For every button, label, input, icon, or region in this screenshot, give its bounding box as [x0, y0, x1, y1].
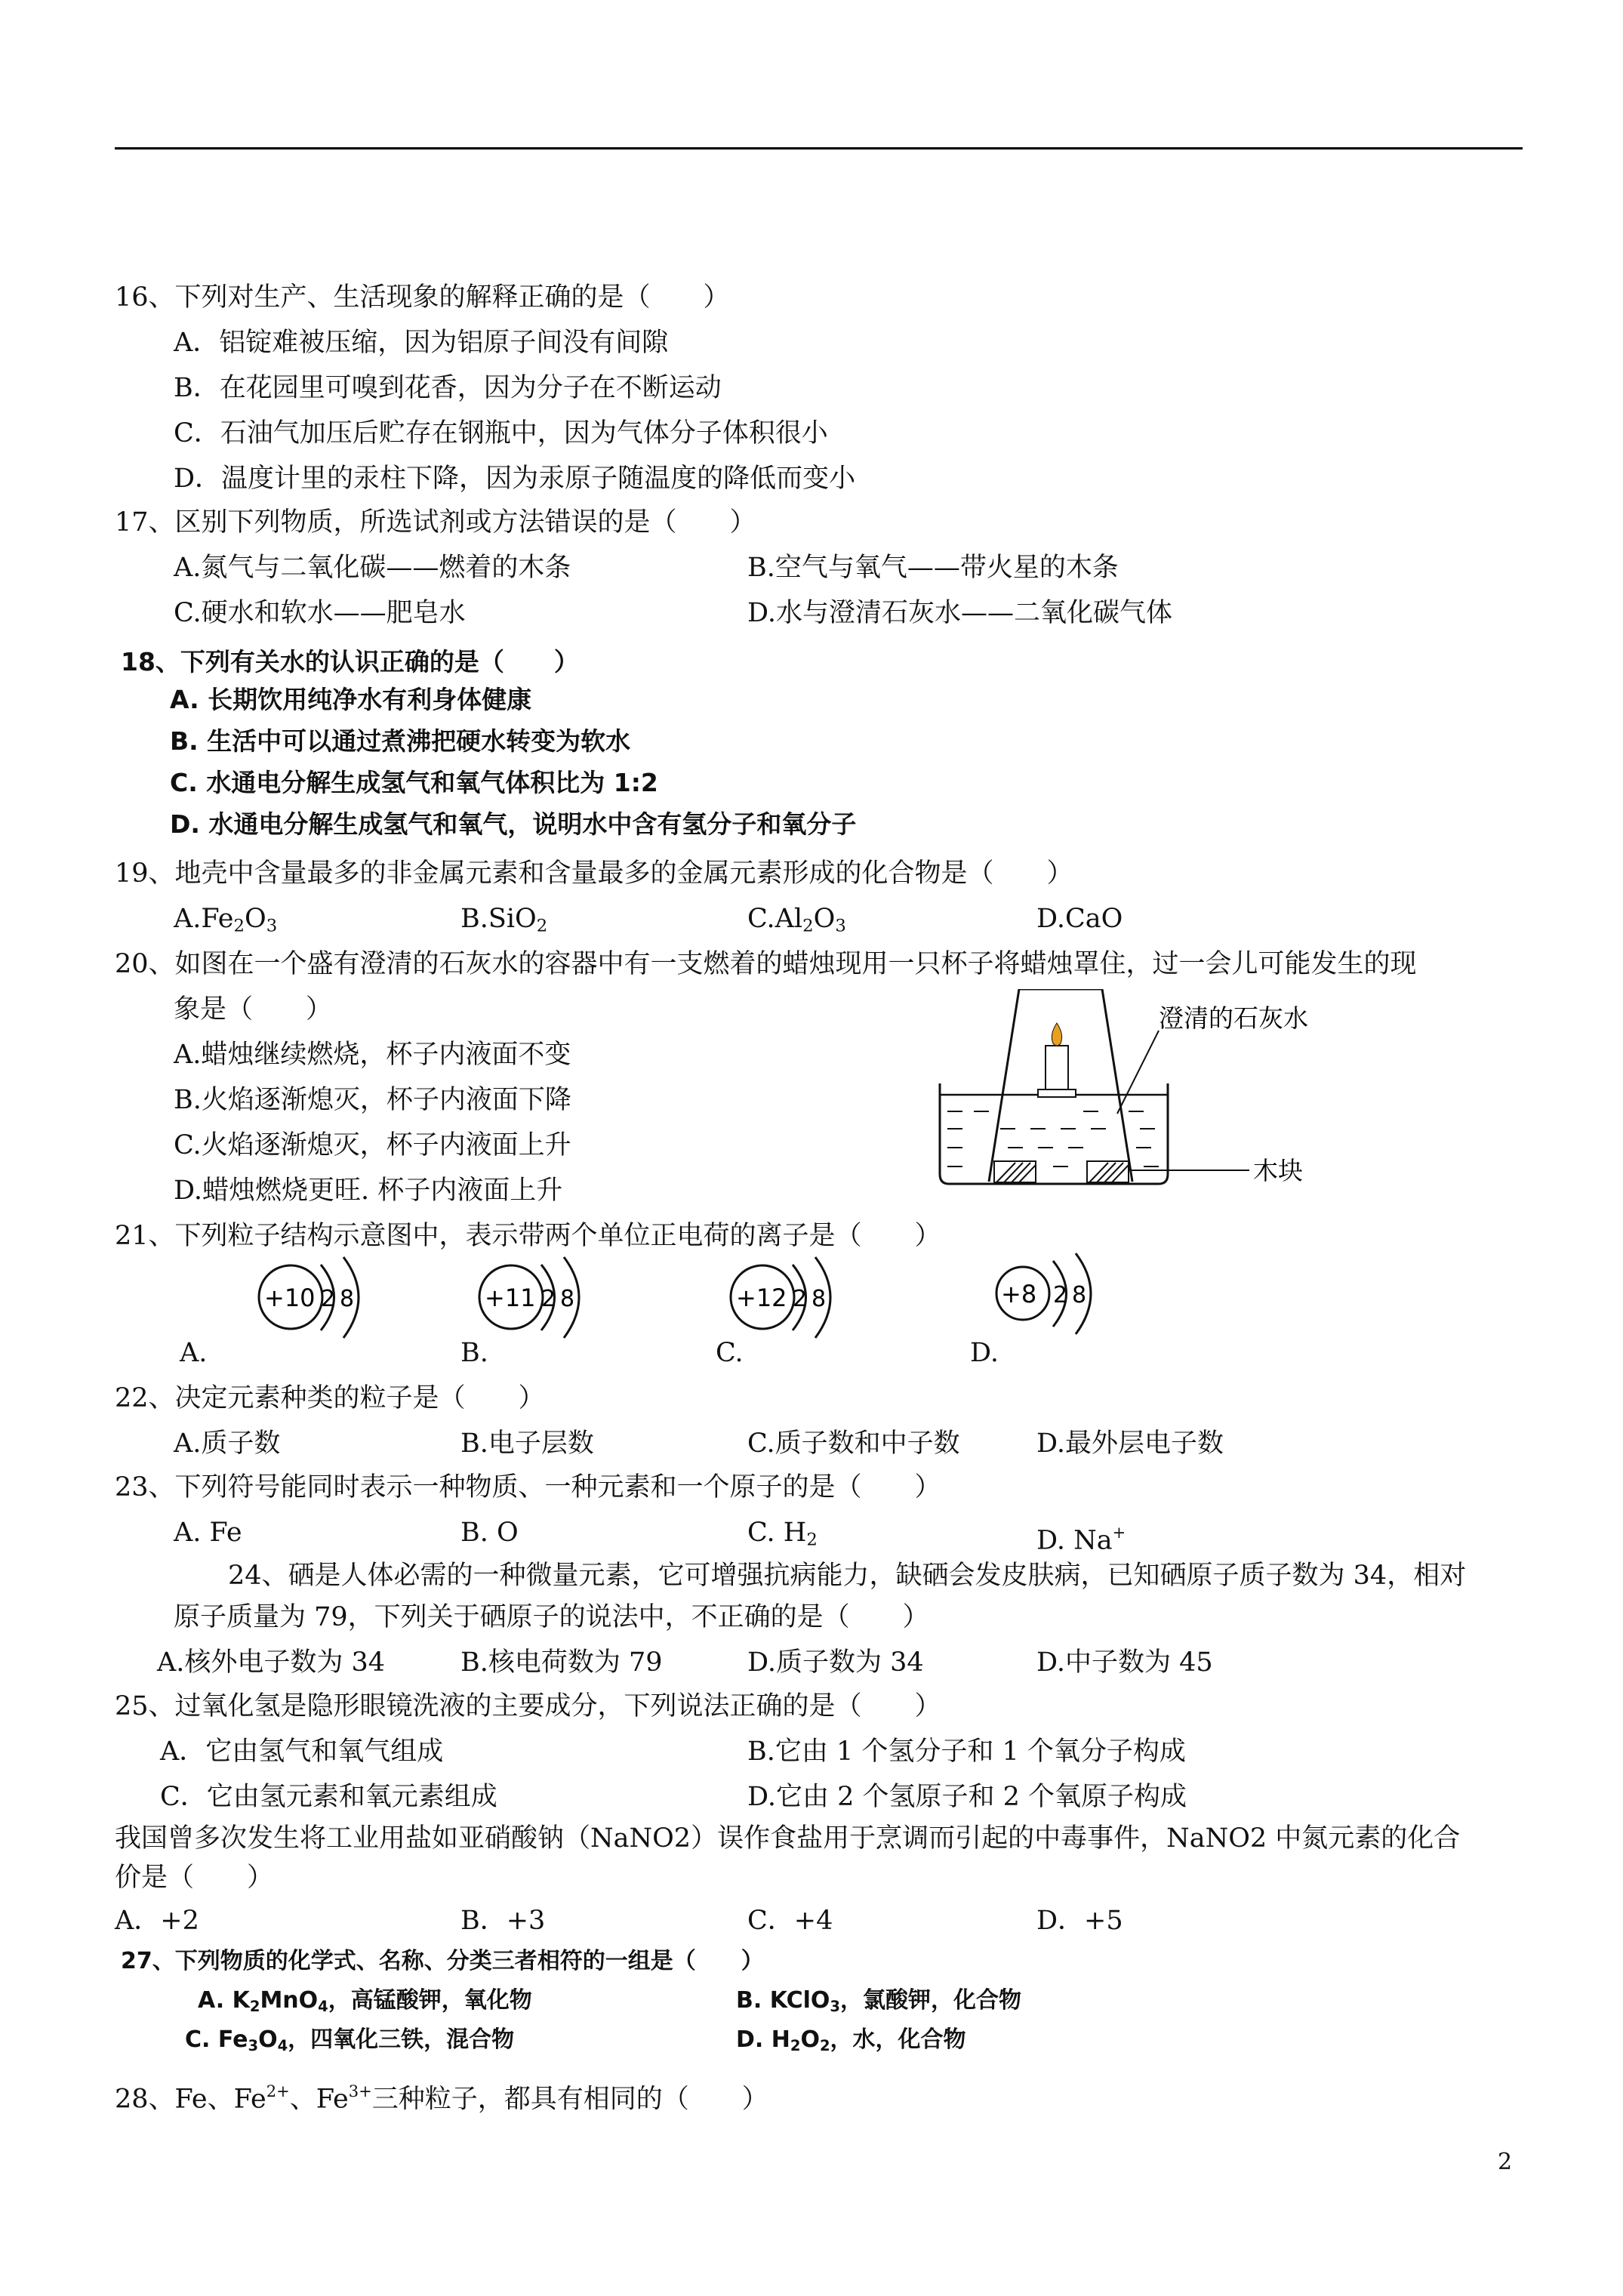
q26-option-c: C．+4 — [747, 1906, 833, 1936]
q26-option-d: D．+5 — [1036, 1906, 1123, 1936]
q22-option-c: C.质子数和中子数 — [747, 1428, 960, 1459]
q16-stem: 16、下列对生产、生活现象的解释正确的是（ ） — [115, 282, 730, 313]
q24-option-b: B.核电荷数为 79 — [460, 1647, 663, 1678]
q20-stem-line1: 20、如图在一个盛有澄清的石灰水的容器中有一支燃着的蜡烛现用一只杯子将蜡烛罩住，过一会儿可能发生的现 — [115, 949, 1417, 979]
q18-option-d: D. 水通电分解生成氢气和氧气，说明水中含有氢分子和氧分子 — [170, 809, 857, 839]
q17-option-a: A.氮气与二氧化碳——燃着的木条 — [174, 553, 571, 583]
q16-option-c: C．石油气加压后贮存在钢瓶中，因为气体分子体积很小 — [174, 418, 828, 448]
svg-text:8: 8 — [560, 1286, 575, 1312]
q26-stem-line2: 价是（ ） — [115, 1863, 274, 1893]
q16-option-d: D．温度计里的汞柱下降，因为汞原子随温度的降低而变小 — [174, 464, 856, 494]
q22-stem: 22、决定元素种类的粒子是（ ） — [115, 1383, 545, 1413]
q25-option-b: B.它由 1 个氢分子和 1 个氧分子构成 — [747, 1737, 1186, 1767]
atom-diagram-a — [249, 1253, 370, 1344]
q18-stem: 18、下列有关水的认识正确的是（ ） — [121, 647, 579, 676]
q24-option-d: D.中子数为 45 — [1036, 1647, 1213, 1678]
q22-option-d: D.最外层电子数 — [1036, 1428, 1224, 1459]
q23-option-c: C. $H_2$ — [747, 1518, 818, 1550]
q22-option-b: B.电子层数 — [460, 1428, 594, 1459]
q24-stem-line1: 24、硒是人体必需的一种微量元素，它可增强抗病能力，缺硒会发皮肤病，已知硒原子质子数为 34，相对 — [228, 1561, 1467, 1591]
svg-text:2: 2 — [793, 1286, 808, 1312]
q26-option-b: B．+3 — [460, 1906, 546, 1936]
nucleus-d: +8 — [1001, 1280, 1037, 1308]
q19-stem: 19、地壳中含量最多的非金属元素和含量最多的金属元素形成的化合物是（ ） — [115, 858, 1073, 889]
svg-text:8: 8 — [340, 1286, 355, 1312]
q26-stem-line1: 我国曾多次发生将工业用盐如亚硝酸钠（NaNO2）误作食盐用于烹调而引起的中毒事件，NaNO2 中氮元素的化合 — [115, 1823, 1461, 1854]
q20-option-c: C.火焰逐渐熄灭，杯子内液面上升 — [174, 1130, 571, 1160]
q27-option-b: B. KClO$_3$，氯酸钾，化合物 — [736, 1987, 1021, 2015]
q21-option-a-label: A. — [180, 1338, 208, 1368]
q24-stem-line2: 原子质量为 79，下列关于硒原子的说法中，不正确的是（ ） — [174, 1602, 929, 1632]
q26-option-a: A．+2 — [115, 1906, 199, 1936]
q25-option-a: A．它由氢气和氧气组成 — [160, 1737, 444, 1767]
q19-option-c: $C.Al_2O_3$ — [747, 904, 846, 936]
nucleus-b: +11 — [485, 1284, 536, 1312]
q27-stem: 27、下列物质的化学式、名称、分类三者相符的一组是（ ） — [121, 1948, 764, 1974]
svg-text:8: 8 — [1072, 1282, 1087, 1308]
q22-option-a: A.质子数 — [174, 1428, 281, 1459]
q20-option-a: A.蜡烛继续燃烧，杯子内液面不变 — [174, 1040, 571, 1070]
q19-option-a: $A.Fe_2O_3$ — [174, 904, 278, 936]
q16-option-a: A．铝锭难被压缩，因为铝原子间没有间隙 — [174, 328, 669, 358]
q18-option-a: A. 长期饮用纯净水有利身体健康 — [170, 685, 532, 714]
label-wood-block: 木块 — [1253, 1156, 1303, 1185]
q21-option-c-label: C. — [716, 1338, 744, 1368]
q25-stem: 25、过氧化氢是隐形眼镜洗液的主要成分，下列说法正确的是（ ） — [115, 1691, 941, 1721]
svg-text:2: 2 — [1053, 1282, 1068, 1308]
page-number: 2 — [1498, 2149, 1513, 2175]
q21-option-b-label: B. — [460, 1338, 488, 1368]
q28-stem: 28、Fe、$Fe^{2+}$、$Fe^{3+}$三种粒子，都具有相同的（ ） — [115, 2082, 768, 2115]
svg-text:8: 8 — [812, 1286, 827, 1312]
nucleus-c: +12 — [736, 1284, 787, 1312]
q25-option-d: D.它由 2 个氢原子和 2 个氧原子构成 — [747, 1782, 1187, 1812]
q25-option-c: C．它由氢元素和氧元素组成 — [160, 1782, 497, 1812]
q17-stem: 17、区别下列物质，所选试剂或方法错误的是（ ） — [115, 507, 756, 538]
q23-option-b: B. O — [460, 1518, 519, 1548]
q27-option-c: C. $Fe_3O_4$，四氧化三铁，混合物 — [185, 2026, 515, 2054]
nucleus-a: +10 — [264, 1284, 316, 1312]
q20-stem-line2: 象是（ ） — [174, 994, 333, 1025]
q19-option-d: D.CaO — [1036, 904, 1123, 934]
q18-option-b: B. 生活中可以通过煮沸把硬水转变为软水 — [170, 726, 631, 756]
q17-option-d: D.水与澄清石灰水——二氧化碳气体 — [747, 598, 1172, 628]
atom-diagram-c — [721, 1253, 842, 1344]
q27-option-a: A. $K_2MnO_4$，高锰酸钾，氧化物 — [198, 1987, 532, 2015]
q16-option-b: B．在花园里可嗅到花香，因为分子在不断运动 — [174, 373, 722, 403]
q23-option-a: A. Fe — [174, 1518, 242, 1548]
svg-text:2: 2 — [321, 1286, 336, 1312]
atom-diagram-b — [470, 1253, 590, 1344]
q27-option-d: D. $H_2O_2$，水，化合物 — [736, 2026, 966, 2054]
q19-option-b: B.SiO$_2$ — [460, 904, 548, 936]
q20-option-d: D.蜡烛燃烧更旺. 杯子内液面上升 — [174, 1176, 563, 1206]
q20-option-b: B.火焰逐渐熄灭，杯子内液面下降 — [174, 1085, 571, 1115]
q17-option-b: B.空气与氧气——带火星的木条 — [747, 553, 1119, 583]
header-rule — [115, 147, 1523, 149]
q24-option-a: A.核外电子数为 34 — [157, 1647, 386, 1678]
candle-experiment-figure — [932, 989, 1325, 1193]
q21-stem: 21、下列粒子结构示意图中，表示带两个单位正电荷的离子是（ ） — [115, 1221, 941, 1251]
atom-diagram-d — [989, 1250, 1110, 1340]
q21-option-d-label: D. — [970, 1338, 999, 1368]
q18-option-c: C. 水通电分解生成氢气和氧气体积比为 1:2 — [170, 768, 658, 797]
q17-option-c: C.硬水和软水——肥皂水 — [174, 598, 466, 628]
svg-text:2: 2 — [541, 1286, 556, 1312]
q24-option-c: D.质子数为 34 — [747, 1647, 924, 1678]
q23-option-d: D. Na+ — [1036, 1524, 1126, 1556]
label-limewater: 澄清的石灰水 — [1159, 1003, 1308, 1033]
q23-stem: 23、下列符号能同时表示一种物质、一种元素和一个原子的是（ ） — [115, 1472, 941, 1502]
